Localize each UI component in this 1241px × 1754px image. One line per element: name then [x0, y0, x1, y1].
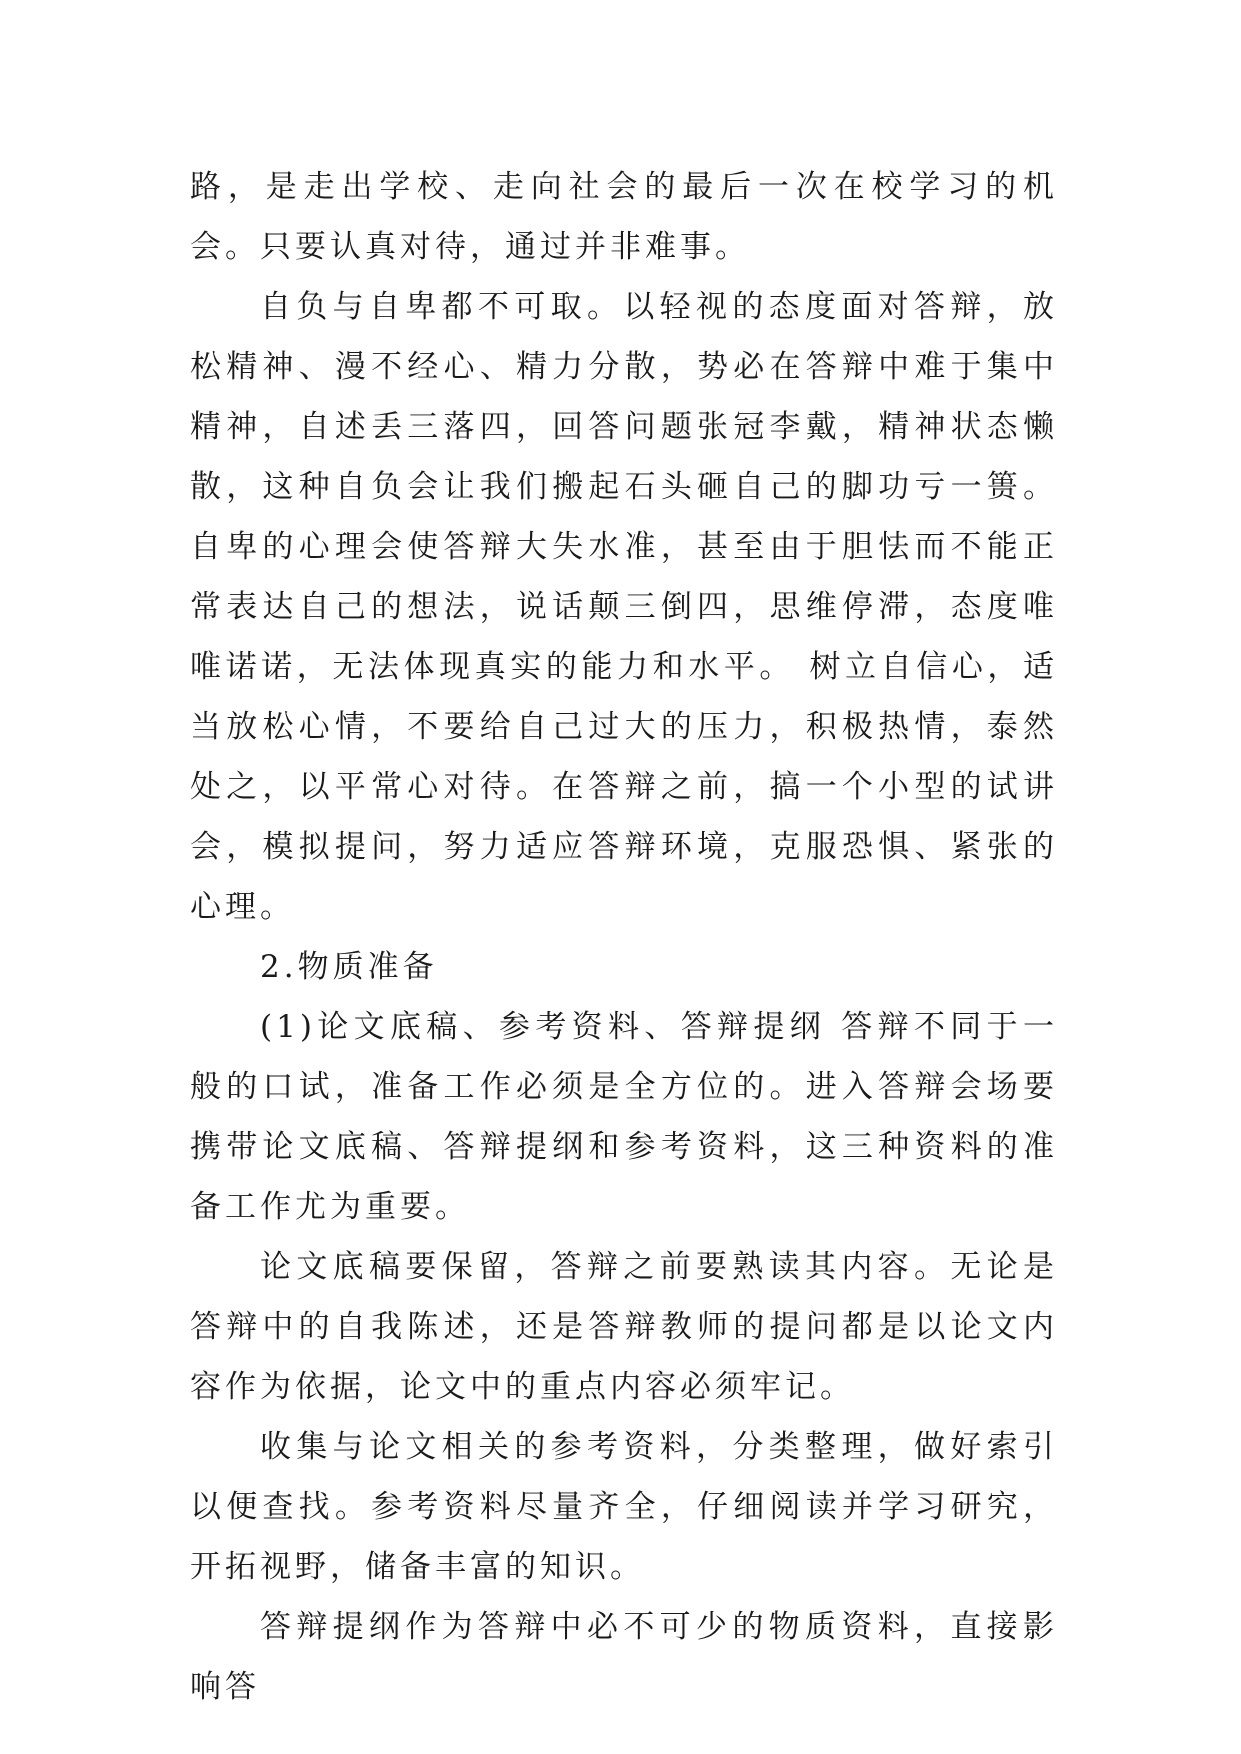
document-body [190, 157, 1058, 1717]
paragraph-4: 论文底稿要保留，答辩之前要熟读其内容。无论是答辩中的自我陈述，还是答辩教师的提问都是以论文内容作为依据，论文中的重点内容必须牢记。 [190, 1249, 1058, 1405]
section-heading-material-preparation: 2.物质准备 [260, 949, 438, 985]
paragraph-3: (1)论文底稿、参考资料、答辩提纲 答辩不同于一般的口试，准备工作必须是全方位的。进入答辩会场要携带论文底稿、答辩提纲和参考资料，这三种资料的准备工作尤为重要。 [190, 1009, 1058, 1225]
paragraph-2: 自负与自卑都不可取。以轻视的态度面对答辩，放松精神、漫不经心、精力分散，势必在答辩中难于集中精神，自述丢三落四，回答问题张冠李戴，精神状态懒散，这种自负会让我们搬起石头砸自己的脚功亏一篑。自卑的心理会使答辩大失水准，甚至由于胆怯而不能正常表达自己的想法，说话颠三倒四，思维停滞，态度唯唯诺诺，无法体现真实的能力和水平。 树立自信心，适当放松心情，不要给自己过大的压力，积极热情，泰然处之，以平常心对待。在答辩之前，搞一个小型的试讲会，模拟提问，努力适应答辩环境，克服恐惧、紧张的心理。 [190, 289, 1058, 925]
paragraph-6: 答辩提纲作为答辩中必不可少的物质资料，直接影响答 [190, 1609, 1058, 1705]
paragraph-5: 收集与论文相关的参考资料，分类整理，做好索引以便查找。参考资料尽量齐全，仔细阅读并学习研究，开拓视野，储备丰富的知识。 [190, 1429, 1058, 1585]
paragraph-1: 路，是走出学校、走向社会的最后一次在校学习的机会。只要认真对待，通过并非难事。 [190, 169, 1058, 265]
